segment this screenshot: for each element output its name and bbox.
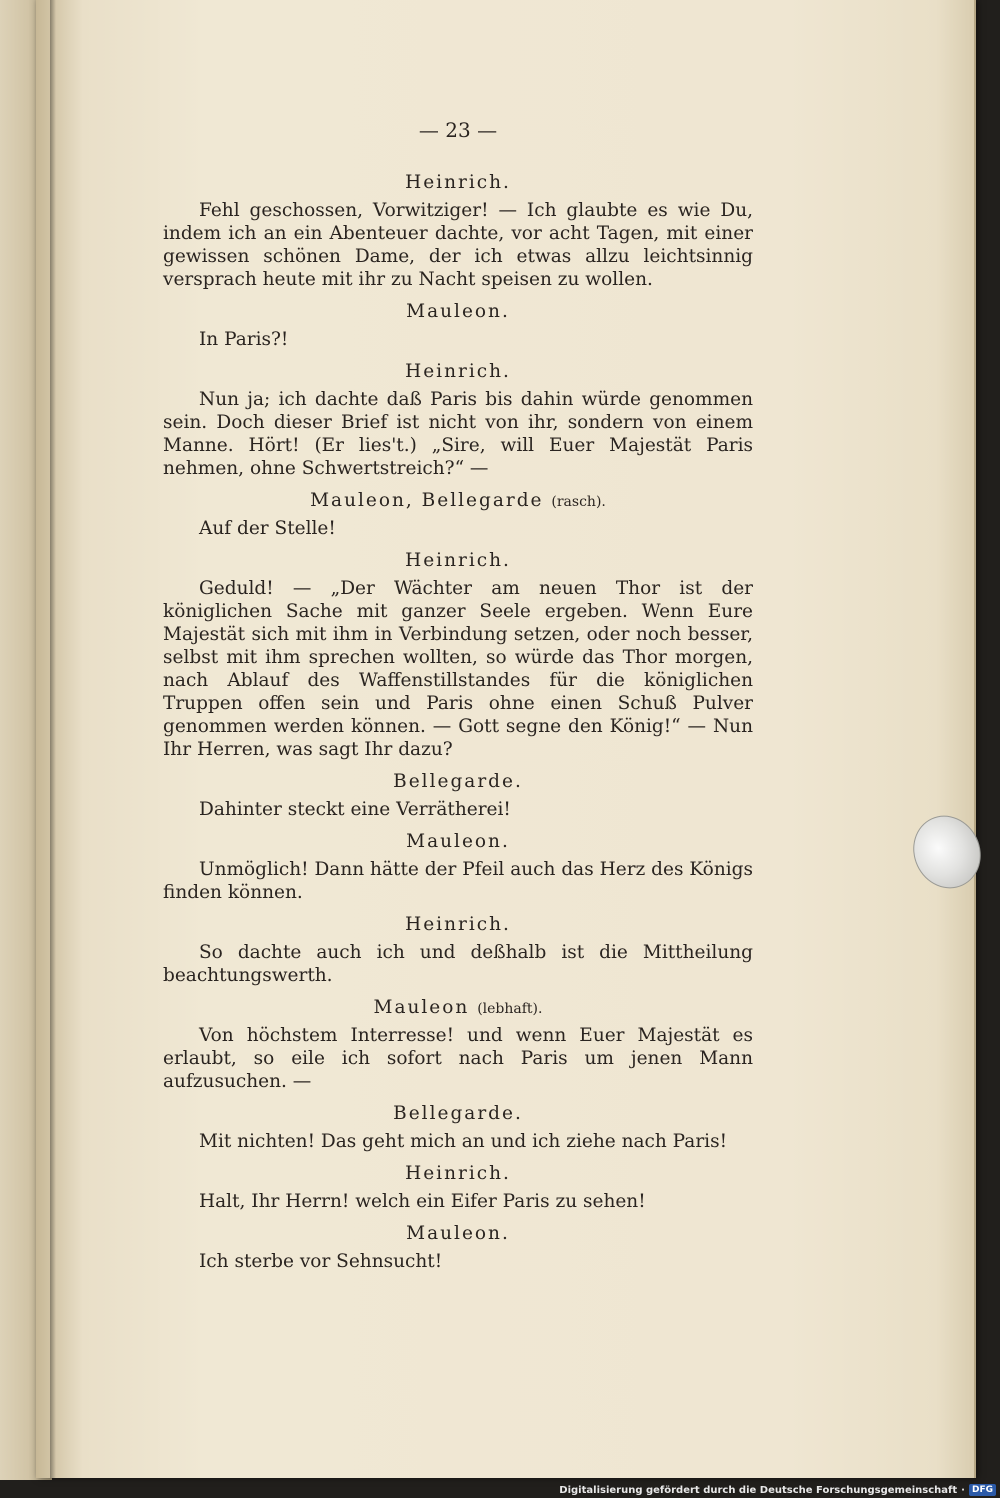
- speaker-label: Heinrich.: [405, 1163, 511, 1184]
- speaker-label: Heinrich.: [405, 172, 511, 193]
- speaker-name: [163, 831, 753, 852]
- speaker-name: [163, 914, 753, 935]
- footer-text: Digitalisierung gefördert durch die Deutsche Forschungsgemeinschaft: [559, 1484, 958, 1496]
- speech-paragraph: Geduld! — „Der Wächter am neuen Thor ist der königlichen Sache mit ganzer Seele ergeben. Wenn Eure Majestät sich mit ihm in Verbindung setzen, oder noch besser, selbst mit ihm sprechen wollten, so würde das Thor morgen, nach Ablauf des Waffenstillstandes für die königlichen Truppen offen sein und Paris ohne einen Schuß Pulver genommen werden können. — Gott segne den König!“ — Nun Ihr Herren, was sagt Ihr dazu?: [163, 578, 753, 760]
- speaker-label: Mauleon.: [406, 831, 510, 852]
- speaker-label: Mauleon.: [406, 301, 510, 322]
- stage-direction: (lebhaft).: [477, 1001, 543, 1017]
- stage-direction: (rasch).: [551, 494, 606, 510]
- speaker-name: [163, 1103, 753, 1124]
- page-number: — 23 —: [418, 118, 498, 142]
- speech-paragraph: So dachte auch ich und deßhalb ist die Mittheilung beachtungswerth.: [163, 942, 753, 986]
- speaker-label: Heinrich.: [405, 914, 511, 935]
- dfg-logo: DFG: [969, 1484, 996, 1496]
- speaker-name: [163, 301, 753, 322]
- speaker-label: Bellegarde.: [393, 771, 523, 792]
- speaker-name: [163, 771, 753, 792]
- speech-paragraph: Halt, Ihr Herrn! welch ein Eifer Paris zu sehen!: [199, 1191, 646, 1212]
- speech-paragraph: Von höchstem Interresse! und wenn Euer Majestät es erlaubt, so eile ich sofort nach Paris um jenen Mann aufzusuchen. —: [163, 1025, 753, 1092]
- speech-paragraph: Auf der Stelle!: [199, 518, 336, 539]
- speech-paragraph: Ich sterbe vor Sehnsucht!: [199, 1251, 443, 1272]
- speech-paragraph: Dahinter steckt eine Verrätherei!: [199, 799, 511, 820]
- speaker-name: [163, 172, 753, 193]
- speech-paragraph: Mit nichten! Das geht mich an und ich ziehe nach Paris!: [199, 1131, 728, 1152]
- speech-paragraph: In Paris?!: [199, 329, 289, 350]
- page-text: [163, 118, 753, 1281]
- speaker-label: Mauleon.: [406, 1223, 510, 1244]
- speaker-name: [163, 1223, 753, 1244]
- speech-paragraph: Nun ja; ich dachte daß Paris bis dahin würde genommen sein. Doch dieser Brief ist nicht von ihr, sondern von einem Manne. Hört! (Er lies't.) „Sire, will Euer Majestät Paris nehmen, ohne Schwertstreich?“ —: [163, 389, 753, 479]
- page-fold-shadow: [50, 0, 56, 1478]
- speaker-label: Heinrich.: [405, 361, 511, 382]
- speech-paragraph: Fehl geschossen, Vorwitziger! — Ich glaubte es wie Du, indem ich an ein Abenteuer dachte, vor acht Tagen, mit einer gewissen schönen Dame, der ich etwas allzu leichtsinnig versprach heute mit ihr zu Nacht speisen zu wollen.: [163, 200, 753, 290]
- speaker-name: [163, 1163, 753, 1184]
- speaker-name: [163, 550, 753, 571]
- footer-separator: ·: [961, 1484, 965, 1496]
- speaker-label: Heinrich.: [405, 550, 511, 571]
- digitization-footer: [559, 1484, 996, 1496]
- dialogue: [163, 172, 753, 1273]
- speaker-name: [163, 997, 753, 1018]
- speaker-label: Mauleon, Bellegarde: [310, 490, 544, 511]
- speaker-label: Bellegarde.: [393, 1103, 523, 1124]
- speech-paragraph: Unmöglich! Dann hätte der Pfeil auch das Herz des Königs finden können.: [163, 859, 753, 903]
- speaker-name: [163, 361, 753, 382]
- speaker-name: [163, 490, 753, 511]
- speaker-label: Mauleon: [373, 997, 470, 1018]
